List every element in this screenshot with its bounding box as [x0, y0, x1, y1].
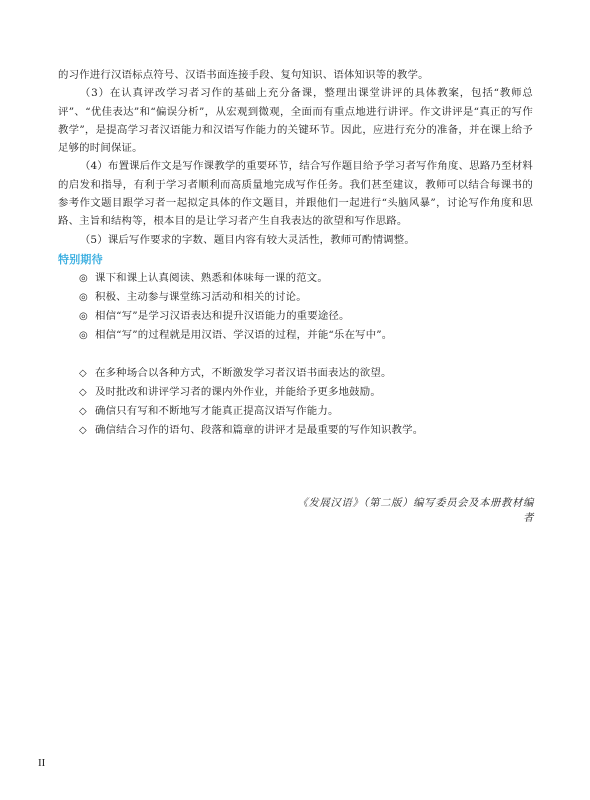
paragraph-item-3: （3）在认真评改学习者习作的基础上充分备课，整理出课堂讲评的具体教案，包括“教师总评”、“优佳表达”和“偏误分析”，从宏观到微观，全面而有重点地进行讲评。作文讲评是“真正的写作教学”，是提高学习者汉语能力和汉语写作能力的关键环节。因此，应进行充分的准备，并在课上给予足够的时间保证。	[58, 87, 533, 155]
section-title-special-expectations: 特别期待	[58, 252, 103, 266]
double-circle-bullet-icon: ◎	[79, 292, 88, 304]
diamond-bullet-icon: ◇	[79, 406, 87, 418]
list-item: ◇ 确信只有写和不断地写才能真正提高汉语写作能力。	[79, 402, 533, 421]
list-item: ◎ 积极、主动参与课堂练习活动和相关的讨论。	[79, 288, 533, 307]
list-item: ◎ 课下和课上认真阅读、熟悉和体味每一课的范文。	[79, 269, 533, 288]
body-content	[58, 66, 533, 440]
paragraph-item-4: （4）布置课后作文是写作课教学的重要环节，结合写作题目给予学习者写作角度、思路乃至材料的启发和指导，有利于学习者顺利而高质量地完成写作任务。我们甚至建议，教师可以结合每课书的参考作文题目跟学习者一起拟定具体的作文题目，并跟他们一起进行“头脑风暴”，讨论写作角度和思路、主旨和结构等，根本目的是让学习者产生自我表达的欲望和写作思路。	[58, 160, 533, 228]
list-item: ◇ 及时批改和讲评学习者的课内外作业，并能给予更多地鼓励。	[79, 383, 533, 402]
editor-signature: 《发展汉语》（第二版）编写委员会及本册教材编者	[297, 497, 534, 524]
list-item: ◎ 相信“写”是学习汉语表达和提升汉语能力的重要途径。	[79, 307, 533, 326]
diamond-bullet-icon: ◇	[79, 368, 87, 380]
list-item: ◇ 确信结合习作的语句、段落和篇章的讲评才是最重要的写作知识教学。	[79, 421, 533, 440]
list-spacer	[58, 344, 533, 364]
diamond-bullet-icon: ◇	[79, 387, 87, 399]
page-number: II	[38, 757, 46, 769]
list-item: ◎ 相信“写”的过程就是用汉语、学汉语的过程，并能“乐在写中”。	[79, 326, 533, 345]
diamond-bullet-icon: ◇	[79, 424, 87, 436]
double-circle-bullet-icon: ◎	[79, 329, 88, 341]
list-item: ◇ 在多种场合以各种方式，不断激发学习者汉语书面表达的欲望。	[79, 364, 533, 383]
paragraph-continuation: 的习作进行汉语标点符号、汉语书面连接手段、复句知识、语体知识等的教学。	[58, 69, 429, 81]
teacher-expectations-list	[58, 364, 533, 439]
double-circle-bullet-icon: ◎	[79, 310, 88, 322]
student-expectations-list	[58, 269, 533, 344]
paragraph-item-5: （5）课后写作要求的字数、题目内容有较大灵活性，教师可酌情调整。	[79, 233, 415, 246]
double-circle-bullet-icon: ◎	[79, 273, 88, 285]
